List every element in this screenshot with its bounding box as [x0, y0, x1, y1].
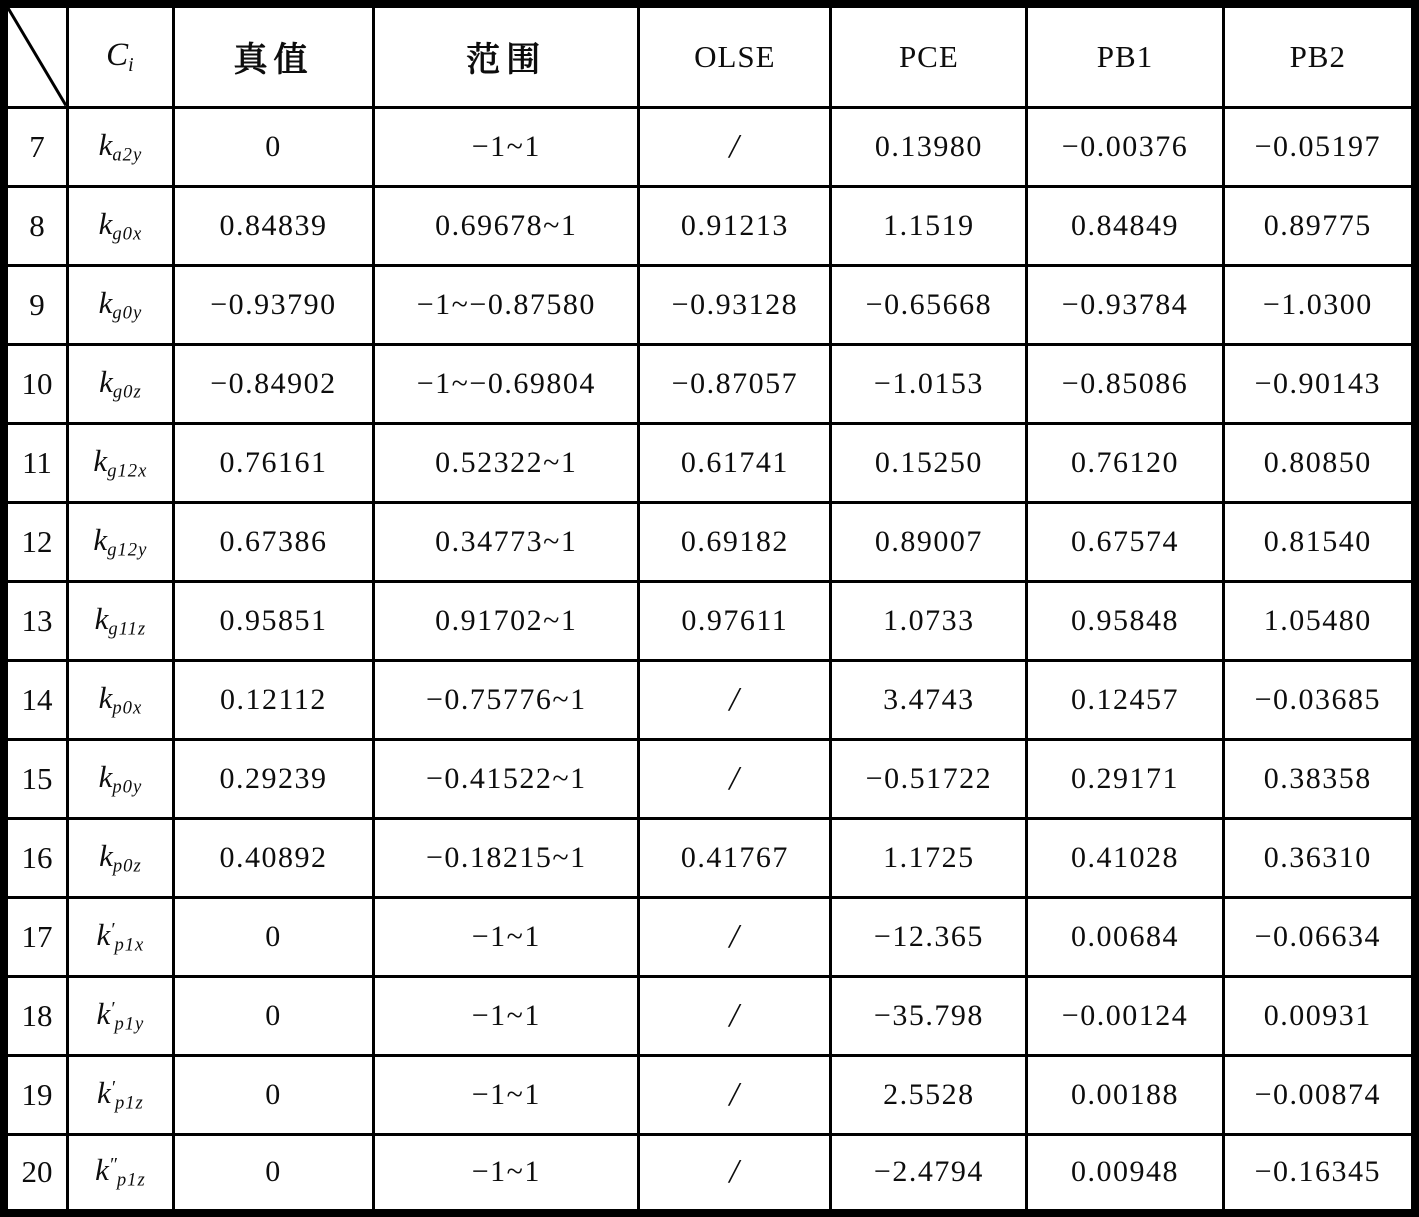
table-row — [4, 107, 1415, 186]
table-row — [4, 502, 1415, 581]
param-cell — [67, 818, 173, 897]
param-prime: ′ — [110, 919, 115, 941]
param-cell — [67, 581, 173, 660]
table-row — [4, 423, 1415, 502]
row-number: 10 — [4, 344, 67, 423]
diagonal-line — [8, 8, 66, 106]
pce-cell: −1.0153 — [831, 344, 1027, 423]
param-base: k — [98, 284, 113, 320]
olse-cell: / — [639, 107, 831, 186]
row-number: 17 — [4, 897, 67, 976]
true-value-cell: 0 — [173, 1134, 373, 1213]
range-cell: −1~1 — [374, 1134, 639, 1213]
param-base: k — [96, 995, 111, 1031]
table-row — [4, 739, 1415, 818]
range-cell: −1~−0.69804 — [374, 344, 639, 423]
row-number: 11 — [4, 423, 67, 502]
pb1-cell: 0.00188 — [1027, 1055, 1223, 1134]
param-cell — [67, 107, 173, 186]
table-row — [4, 660, 1415, 739]
pb2-cell: −0.00874 — [1223, 1055, 1415, 1134]
true-value-cell: 0.40892 — [173, 818, 373, 897]
range-cell: 0.34773~1 — [374, 502, 639, 581]
table-row — [4, 344, 1415, 423]
header-pb2: PB2 — [1223, 4, 1415, 107]
range-cell: −1~1 — [374, 107, 639, 186]
pce-cell: 1.1519 — [831, 186, 1027, 265]
olse-cell: 0.69182 — [639, 502, 831, 581]
pb1-cell: 0.12457 — [1027, 660, 1223, 739]
param-base: k — [94, 600, 109, 636]
param-subscript: g11z — [108, 618, 147, 640]
olse-cell: 0.41767 — [639, 818, 831, 897]
param-subscript: p1z — [114, 1092, 144, 1114]
pb2-cell: 0.81540 — [1223, 502, 1415, 581]
pb1-cell: 0.76120 — [1027, 423, 1223, 502]
row-number: 8 — [4, 186, 67, 265]
row-number: 19 — [4, 1055, 67, 1134]
pce-cell: 3.4743 — [831, 660, 1027, 739]
param-subscript: g12y — [107, 539, 148, 561]
pce-cell: 1.0733 — [831, 581, 1027, 660]
param-base: k — [95, 1152, 109, 1188]
ci-base: C — [106, 36, 129, 73]
pce-cell: 2.5528 — [831, 1055, 1027, 1134]
header-pce: PCE — [831, 4, 1027, 107]
param-prime: ′ — [110, 998, 115, 1020]
table-row — [4, 1134, 1415, 1213]
pb2-cell: 0.89775 — [1223, 186, 1415, 265]
olse-cell: −0.93128 — [639, 265, 831, 344]
pce-cell: −12.365 — [831, 897, 1027, 976]
param-subscript: p0z — [112, 855, 142, 877]
header-range: 范围 — [374, 4, 639, 107]
row-number: 15 — [4, 739, 67, 818]
olse-cell: / — [639, 1134, 831, 1213]
pce-cell: 1.1725 — [831, 818, 1027, 897]
table-row — [4, 897, 1415, 976]
table-row — [4, 976, 1415, 1055]
pb2-cell: 1.05480 — [1223, 581, 1415, 660]
range-cell: −0.75776~1 — [374, 660, 639, 739]
param-subscript: g12x — [107, 460, 148, 482]
true-value-cell: 0 — [173, 107, 373, 186]
olse-cell: / — [639, 897, 831, 976]
true-value-cell: 0 — [173, 1055, 373, 1134]
pb1-cell: 0.67574 — [1027, 502, 1223, 581]
pb2-cell: 0.80850 — [1223, 423, 1415, 502]
ci-subscript: i — [128, 53, 135, 76]
range-cell: 0.69678~1 — [374, 186, 639, 265]
true-value-cell: 0.12112 — [173, 660, 373, 739]
olse-cell: / — [639, 739, 831, 818]
param-cell — [67, 1055, 173, 1134]
param-cell — [67, 423, 173, 502]
pb1-cell: 0.00948 — [1027, 1134, 1223, 1213]
true-value-cell: −0.93790 — [173, 265, 373, 344]
range-cell: −1~1 — [374, 1055, 639, 1134]
header-olse: OLSE — [639, 4, 831, 107]
param-cell — [67, 1134, 173, 1213]
range-cell: −1~−0.87580 — [374, 265, 639, 344]
true-value-cell: 0.76161 — [173, 423, 373, 502]
true-value-cell: 0.95851 — [173, 581, 373, 660]
olse-cell: / — [639, 660, 831, 739]
param-prime: ′ — [110, 1077, 115, 1099]
pb2-cell: 0.00931 — [1223, 976, 1415, 1055]
pb1-cell: 0.41028 — [1027, 818, 1223, 897]
pb2-cell: −0.90143 — [1223, 344, 1415, 423]
pce-cell: −0.65668 — [831, 265, 1027, 344]
true-value-cell: 0.84839 — [173, 186, 373, 265]
pb2-cell: −0.06634 — [1223, 897, 1415, 976]
header-ci — [67, 4, 173, 107]
param-cell — [67, 265, 173, 344]
pb1-cell: 0.95848 — [1027, 581, 1223, 660]
pb2-cell: 0.38358 — [1223, 739, 1415, 818]
table-row — [4, 186, 1415, 265]
table-row — [4, 1055, 1415, 1134]
param-subscript: p1x — [114, 934, 145, 956]
row-number: 12 — [4, 502, 67, 581]
param-subscript: a2y — [112, 144, 143, 166]
table-body — [4, 107, 1415, 1213]
param-cell — [67, 660, 173, 739]
param-base: k — [98, 679, 113, 715]
param-subscript: g0y — [112, 302, 143, 324]
pb1-cell: −0.85086 — [1027, 344, 1223, 423]
pb2-cell: −1.0300 — [1223, 265, 1415, 344]
row-number: 16 — [4, 818, 67, 897]
param-cell — [67, 502, 173, 581]
true-value-cell: −0.84902 — [173, 344, 373, 423]
range-cell: 0.91702~1 — [374, 581, 639, 660]
header-true-value: 真值 — [173, 4, 373, 107]
pb1-cell: −0.00376 — [1027, 107, 1223, 186]
pce-cell: 0.13980 — [831, 107, 1027, 186]
row-number: 7 — [4, 107, 67, 186]
olse-cell: / — [639, 976, 831, 1055]
pce-cell: 0.15250 — [831, 423, 1027, 502]
param-base: k — [93, 442, 108, 478]
range-cell: 0.52322~1 — [374, 423, 639, 502]
pb2-cell: 0.36310 — [1223, 818, 1415, 897]
pb2-cell: −0.05197 — [1223, 107, 1415, 186]
pb2-cell: −0.16345 — [1223, 1134, 1415, 1213]
row-number: 20 — [4, 1134, 67, 1213]
param-cell — [67, 897, 173, 976]
header-pb1: PB1 — [1027, 4, 1223, 107]
olse-cell: 0.97611 — [639, 581, 831, 660]
param-subscript: p1z — [116, 1170, 146, 1192]
corner-cell — [4, 4, 67, 107]
pce-cell: −0.51722 — [831, 739, 1027, 818]
param-base: k — [99, 837, 113, 873]
true-value-cell: 0.29239 — [173, 739, 373, 818]
pb1-cell: −0.00124 — [1027, 976, 1223, 1055]
pce-cell: −35.798 — [831, 976, 1027, 1055]
param-base: k — [96, 1074, 111, 1110]
param-subscript: p1y — [114, 1013, 145, 1035]
table-row — [4, 818, 1415, 897]
olse-cell: / — [639, 1055, 831, 1134]
param-cell — [67, 976, 173, 1055]
table-row — [4, 581, 1415, 660]
row-number: 18 — [4, 976, 67, 1055]
row-number: 14 — [4, 660, 67, 739]
pce-cell: −2.4794 — [831, 1134, 1027, 1213]
param-subscript: g0z — [112, 381, 142, 403]
param-cell — [67, 344, 173, 423]
row-number: 9 — [4, 265, 67, 344]
true-value-cell: 0 — [173, 976, 373, 1055]
olse-cell: 0.61741 — [639, 423, 831, 502]
param-base: k — [98, 205, 113, 241]
olse-cell: 0.91213 — [639, 186, 831, 265]
header-row — [4, 4, 1415, 107]
param-prime: ″ — [108, 1154, 117, 1176]
pb1-cell: 0.84849 — [1027, 186, 1223, 265]
param-subscript: p0y — [112, 776, 143, 798]
pb2-cell: −0.03685 — [1223, 660, 1415, 739]
true-value-cell: 0 — [173, 897, 373, 976]
olse-cell: −0.87057 — [639, 344, 831, 423]
param-base: k — [96, 916, 111, 952]
pb1-cell: −0.93784 — [1027, 265, 1223, 344]
param-base: k — [99, 363, 113, 399]
row-number: 13 — [4, 581, 67, 660]
range-cell: −1~1 — [374, 976, 639, 1055]
param-subscript: g0x — [112, 223, 143, 245]
param-base: k — [93, 521, 108, 557]
range-cell: −0.41522~1 — [374, 739, 639, 818]
param-subscript: p0x — [112, 697, 143, 719]
param-cell — [67, 739, 173, 818]
true-value-cell: 0.67386 — [173, 502, 373, 581]
pb1-cell: 0.29171 — [1027, 739, 1223, 818]
pce-cell: 0.89007 — [831, 502, 1027, 581]
range-cell: −0.18215~1 — [374, 818, 639, 897]
param-cell — [67, 186, 173, 265]
range-cell: −1~1 — [374, 897, 639, 976]
param-base: k — [98, 758, 113, 794]
table-row — [4, 265, 1415, 344]
pb1-cell: 0.00684 — [1027, 897, 1223, 976]
param-base: k — [98, 126, 113, 162]
